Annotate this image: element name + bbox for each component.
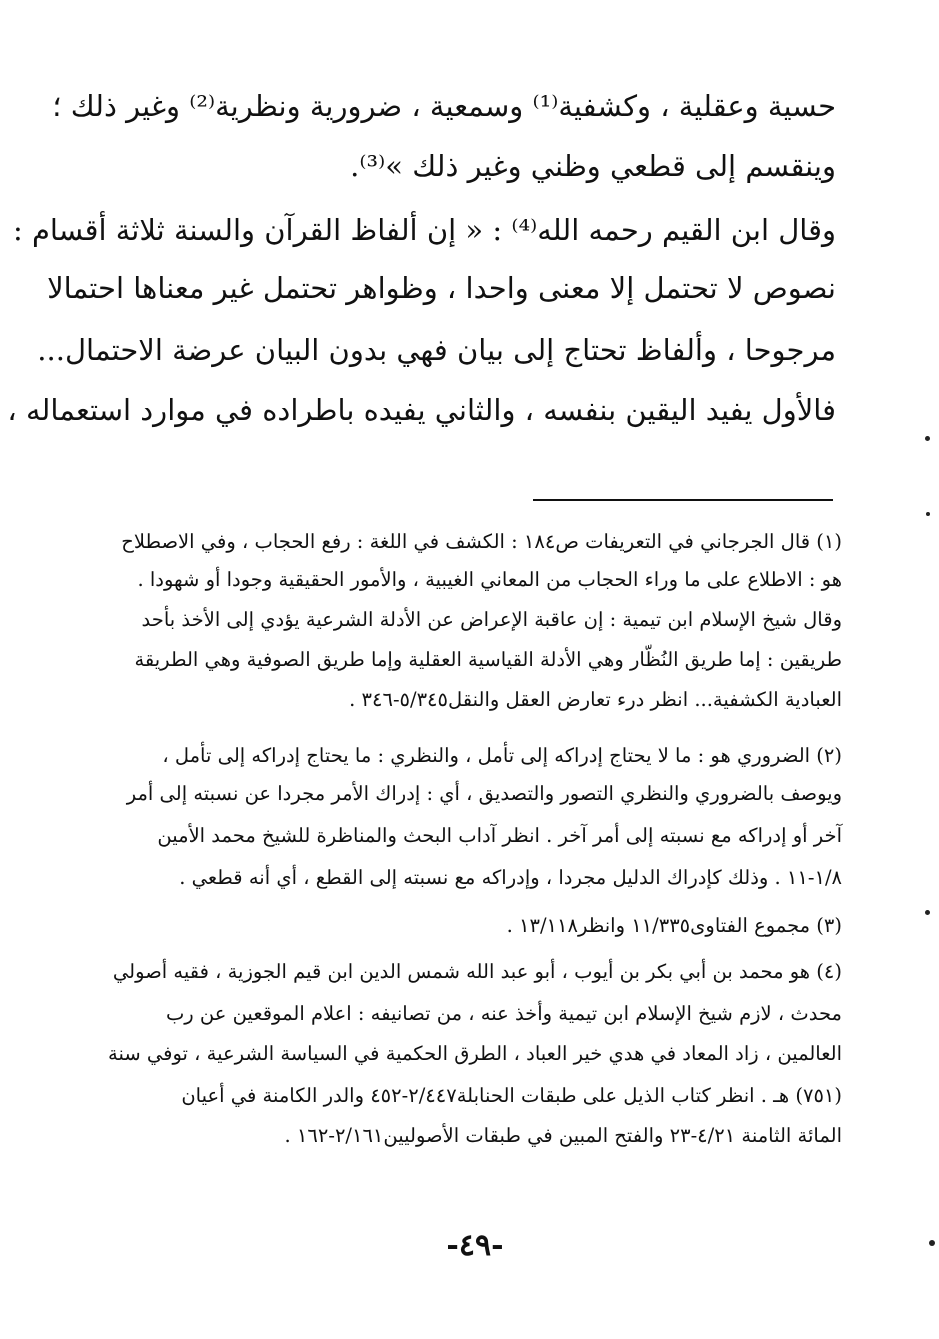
body-line: نصوص لا تحتمل إلا معنى واحدا ، وظواهر تحتمل غير معناها احتمالا <box>47 271 836 305</box>
footnote-line: هو : الاطلاع على ما وراء الحجاب من المعاني الغيبية ، والأمور الحقيقية وجودا أو شهودا . <box>137 568 842 591</box>
body-line: فالأول يفيد اليقين بنفسه ، والثاني يفيده باطراده في موارد استعماله ، <box>7 393 836 427</box>
footnote-divider <box>533 499 833 501</box>
footnote-line: (٧٥١) هـ . انظر كتاب الذيل على طبقات الحنابلة٢/٤٤٧-٤٥٢ والدر الكامنة في أعيان <box>181 1084 842 1107</box>
scan-speck <box>925 910 930 915</box>
footnote-line: (٤) هو محمد بن أبي بكر بن أيوب ، أبو عبد الله شمس الدين ابن قيم الجوزية ، فقيه أصولي <box>112 960 842 983</box>
footnote-line: وقال شيخ الإسلام ابن تيمية : إن عاقبة الإعراض عن الأدلة الشرعية يؤدي إلى الأخذ بأحد <box>141 608 842 631</box>
scan-speck <box>929 1240 935 1246</box>
footnote-line: طريقين : إما طريق النُظّار وهي الأدلة القياسية العقلية وإما طريق الصوفية وهي الطريقة <box>134 648 842 671</box>
footnote-line: العالمين ، زاد المعاد في هدي خير العباد ، الطرق الحكمية في السياسة الشرعية ، توفي سنة <box>108 1042 842 1065</box>
body-line: مرجوحا ، وألفاظ تحتاج إلى بيان فهي بدون البيان عرضة الاحتمال... <box>37 333 836 367</box>
footnote-line: محدث ، لازم شيخ الإسلام ابن تيمية وأخذ عنه ، من تصانيفه : اعلام الموقعين عن رب <box>165 1002 842 1025</box>
body-line: وقال ابن القيم رحمه الله⁽⁴⁾ : « إن ألفاظ القرآن والسنة ثلاثة أقسام : <box>12 213 836 247</box>
scan-speck <box>925 436 930 441</box>
footnote-line: المائة الثامنة ٤/٢١-٢٣ والفتح المبين في طبقات الأصوليين٢/١٦١-١٦٢ . <box>284 1124 842 1147</box>
page-number: -٤٩- <box>446 1228 504 1263</box>
footnote-line: آخر أو إدراكه مع نسبته إلى أمر آخر . انظر آداب البحث والمناظرة للشيخ محمد الأمين <box>157 824 842 847</box>
footnote-line: ١/٨-١١ . وذلك كإدراك الدليل مجردا ، وإدراكه مع نسبته إلى القطع ، أي أنه قطعي . <box>179 866 842 889</box>
footnote-line: (١) قال الجرجاني في التعريفات ص١٨٤ : الكشف في اللغة : رفع الحجاب ، وفي الاصطلاح <box>121 530 842 553</box>
footnote-line: ويوصف بالضروري والنظري التصور والتصديق ، أي : إدراك الأمر مجردا عن نسبته إلى أمر <box>126 782 842 805</box>
scan-speck <box>926 512 930 516</box>
body-line: وينقسم إلى قطعي وظني وغير ذلك »⁽³⁾. <box>350 149 836 183</box>
footnote-line: العبادية الكشفية... انظر درء تعارض العقل والنقل٥/٣٤٥-٣٤٦ . <box>349 688 842 711</box>
footnote-line: (٣) مجموع الفتاوى١١/٣٣٥ وانظر١٣/١١٨ . <box>506 914 842 937</box>
footnote-line: (٢) الضروري هو : ما لا يحتاج إدراكه إلى تأمل ، والنظري : ما يحتاج إدراكه إلى تأمل ، <box>162 744 842 767</box>
body-line: حسية وعقلية ، وكشفية⁽¹⁾ وسمعية ، ضرورية ونظرية⁽²⁾ وغير ذلك ؛ <box>52 89 836 123</box>
